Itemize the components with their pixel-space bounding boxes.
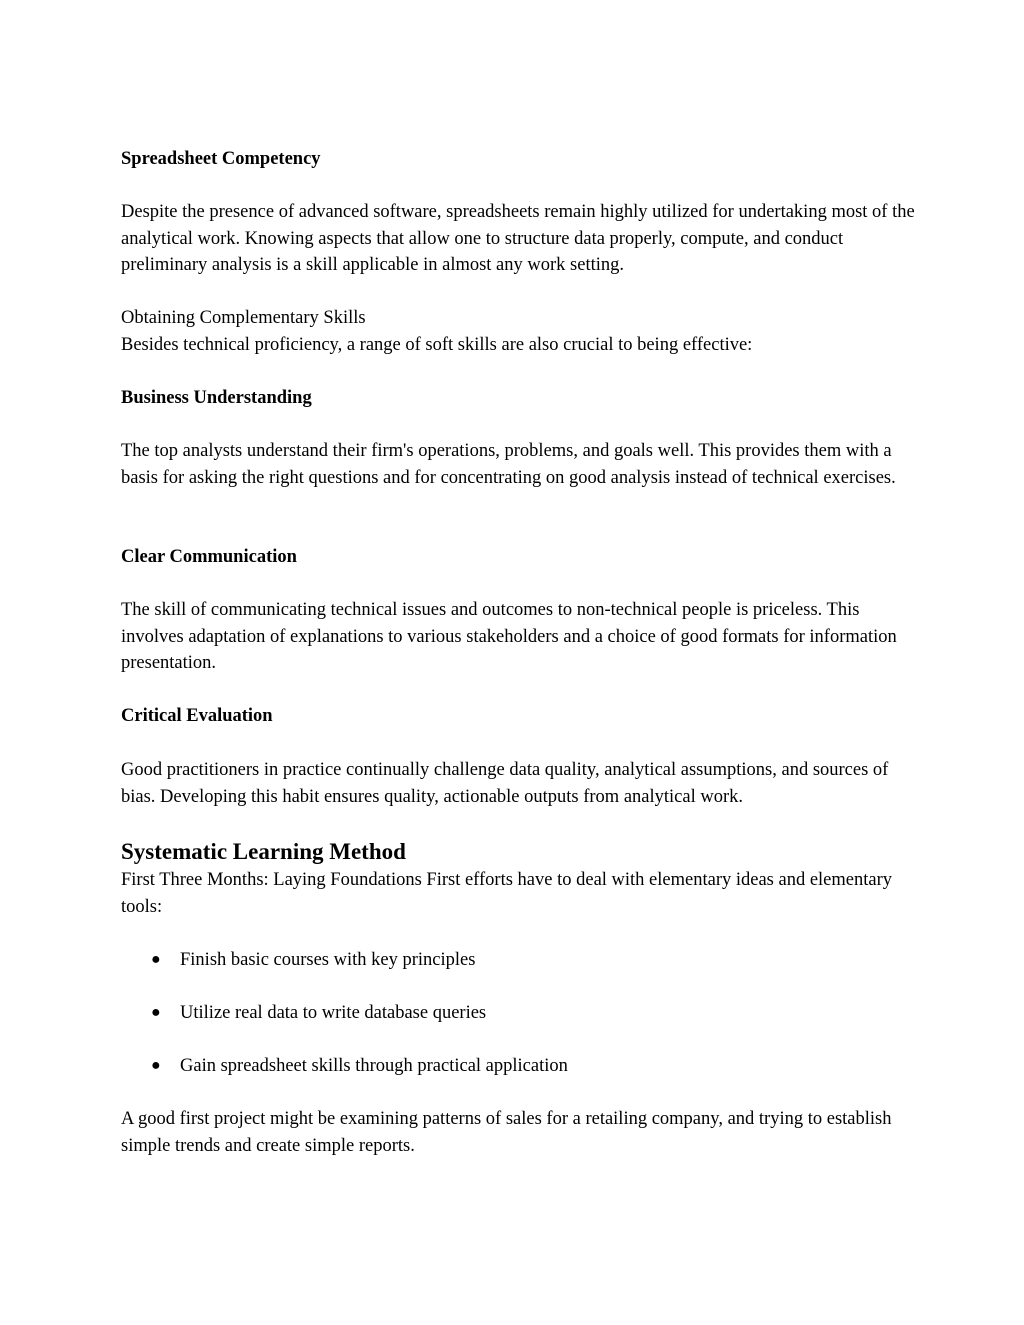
spreadsheet-heading: Spreadsheet Competency [121,149,321,169]
complementary-title: Obtaining Complementary Skills [121,308,366,328]
communication-heading: Clear Communication [121,547,297,567]
complementary-intro: Besides technical proficiency, a range of soft skills are also crucial to being effective: [121,335,753,355]
business-heading: Business Understanding [121,388,312,408]
evaluation-paragraph: Good practitioners in practice continually challenge data quality, analytical assumptions, and sources of bias. Developing this habit ensures quality, actionable outputs from analytical work. [121,760,889,807]
learning-heading: Systematic Learning Method [121,839,406,864]
bullet-icon: ● [151,951,161,968]
list-item-text: Utilize real data to write database queries [180,1003,487,1023]
spreadsheet-paragraph: Despite the presence of advanced software, spreadsheets remain highly utilized for undertaking most of the analytical work. Knowing aspects that allow one to structure data properly, compute, and conduct preliminary analysis is a skill applicable in almost any work setting. [121,202,915,275]
bullet-icon: ● [151,1004,161,1021]
bullet-icon: ● [151,1057,161,1074]
business-paragraph: The top analysts understand their firm's operations, problems, and goals well. This provides them with a basis for asking the right questions and for concentrating on good analysis instead of technical exercises. [121,441,896,488]
evaluation-heading: Critical Evaluation [121,706,273,726]
list-item-text: Gain spreadsheet skills through practical application [180,1056,568,1076]
communication-paragraph: The skill of communicating technical issues and outcomes to non-technical people is priceless. This involves adaptation of explanations to various stakeholders and a choice of good formats for information presentation. [121,600,897,673]
list-item-text: Finish basic courses with key principles [180,950,476,970]
learning-intro: First Three Months: Laying Foundations First efforts have to deal with elementary ideas and elementary tools: [121,870,893,917]
learning-closing-paragraph: A good first project might be examining patterns of sales for a retailing company, and trying to establish simple trends and create simple reports. [121,1109,892,1156]
